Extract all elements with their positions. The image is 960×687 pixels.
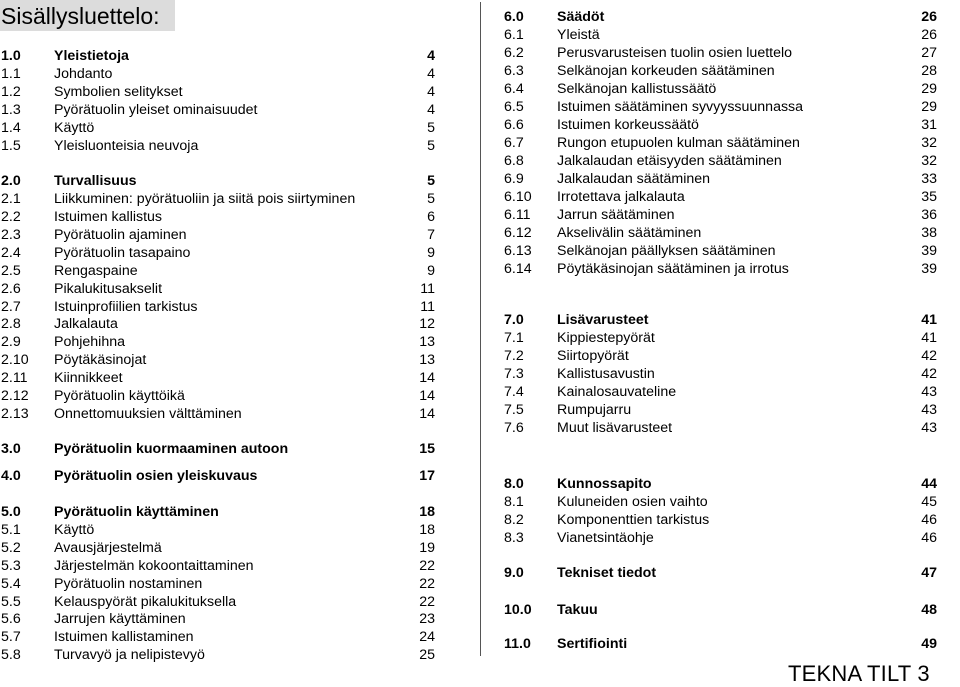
toc-entry-number: 8.0 [504,476,524,492]
toc-entry-title: Perusvarusteisen tuolin osien luettelo [557,45,793,61]
toc-section-heading [504,8,937,26]
toc-entry [504,242,937,260]
toc-entry [1,262,435,280]
toc-entry-page: 22 [419,576,435,592]
toc-entry-number: 8.3 [504,530,524,546]
column-divider [480,2,481,656]
toc-entry [1,298,435,316]
toc-entry-number: 2.9 [1,334,21,350]
toc-entry-number: 2.7 [1,299,21,315]
toc-entry-number: 1.4 [1,120,21,136]
toc-entry-title: Pyörätuolin ajaminen [54,227,187,243]
toc-section-heading [504,601,937,619]
toc-entry-number: 2.11 [1,370,28,386]
toc-entry-page: 46 [921,512,937,528]
toc-entry-number: 6.11 [504,207,531,223]
toc-entry [1,208,435,226]
toc-entry-page: 22 [419,558,435,574]
toc-section-heading [1,47,435,65]
toc-entry [504,98,937,116]
toc-entry-page: 26 [921,27,937,43]
toc-section-heading [1,467,435,485]
toc-entry-title: Vianetsintäohje [557,530,654,546]
toc-entry-page: 42 [921,348,937,364]
toc-entry [504,365,937,383]
toc-entry-page: 19 [419,540,435,556]
toc-entry-title: Istuinprofiilien tarkistus [54,299,198,315]
toc-entry-title: Pöytäkäsinojan säätäminen ja irrotus [557,261,789,277]
toc-entry-title: Takuu [557,602,598,618]
toc-entry [1,593,435,611]
toc-entry-number: 11.0 [504,636,531,652]
toc-entry-page: 45 [921,494,937,510]
toc-entry [504,116,937,134]
toc-entry-number: 6.14 [504,261,532,277]
toc-entry [1,244,435,262]
toc-entry-number: 5.5 [1,594,21,610]
toc-entry-page: 39 [921,261,937,277]
toc-entry-page: 41 [921,330,937,346]
toc-entry-number: 1.0 [1,48,21,64]
toc-entry-page: 39 [921,243,937,259]
toc-entry-number: 6.3 [504,63,524,79]
toc-entry-number: 6.1 [504,27,524,43]
toc-entry-title: Istuimen kallistaminen [54,629,194,645]
toc-entry-title: Kiinnikkeet [54,370,123,386]
toc-entry-number: 7.0 [504,312,524,328]
toc-entry-title: Selkänojan päällyksen säätäminen [557,243,776,259]
toc-entry-number: 2.10 [1,352,29,368]
toc-entry-title: Pyörätuolin tasapaino [54,245,191,261]
toc-entry-page: 27 [921,45,937,61]
toc-entry-number: 2.13 [1,406,29,422]
toc-entry-page: 43 [921,420,937,436]
toc-entry-number: 8.1 [504,494,524,510]
toc-entry-title: Kunnossapito [557,476,652,492]
toc-entry-title: Pyörätuolin kuormaaminen autoon [54,441,289,457]
toc-entry-page: 9 [427,245,435,261]
toc-entry-title: Kuluneiden osien vaihto [557,494,708,510]
toc-entry-page: 13 [419,334,435,350]
toc-entry-title: Kallistusavustin [557,366,655,382]
toc-entry [504,206,937,224]
toc-entry-page: 33 [921,171,937,187]
toc-entry-page: 36 [921,207,937,223]
toc-entry-title: Johdanto [54,66,113,82]
toc-entry-page: 44 [921,476,937,492]
toc-entry-number: 5.0 [1,504,21,520]
toc-section-heading [1,172,435,190]
toc-entry-number: 6.7 [504,135,524,151]
toc-entry-page: 42 [921,366,937,382]
toc-entry-number: 6.5 [504,99,524,115]
toc-entry-title: Liikkuminen: pyörätuoliin ja siitä pois siirtyminen [54,191,356,207]
toc-entry-page: 24 [419,629,435,645]
toc-entry-number: 8.2 [504,512,524,528]
toc-entry-number: 2.5 [1,263,21,279]
footer-label: TEKNA TILT 3 [788,661,930,686]
toc-entry-page: 25 [419,647,435,663]
toc-entry-title: Pyörätuolin yleiset ominaisuudet [54,102,258,118]
toc-entry-page: 5 [427,173,435,189]
toc-entry [1,387,435,405]
toc-entry [1,521,435,539]
toc-entry-number: 9.0 [504,565,524,581]
toc-entry-number: 7.3 [504,366,524,382]
toc-entry-title: Rengaspaine [54,263,138,279]
toc-entry-page: 14 [419,370,435,386]
toc-entry-number: 7.5 [504,402,524,418]
toc-entry [1,405,435,423]
toc-entry [1,351,435,369]
toc-entry-title: Turvallisuus [54,173,137,189]
toc-entry-number: 6.2 [504,45,524,61]
toc-entry [1,83,435,101]
toc-entry-title: Rumpujarru [557,402,632,418]
toc-entry [504,134,937,152]
toc-entry-number: 7.1 [504,330,524,346]
toc-entry-title: Pyörätuolin osien yleiskuvaus [54,468,258,484]
toc-entry-page: 5 [427,191,435,207]
toc-entry-title: Jarrun säätäminen [557,207,675,223]
toc-entry [1,226,435,244]
toc-section-heading [1,503,435,521]
toc-entry-title: Pikalukitusakselit [54,281,163,297]
toc-entry [1,369,435,387]
toc-entry-title: Pyörätuolin käyttäminen [54,504,219,520]
toc-entry-title: Käyttö [54,120,95,136]
toc-entry-number: 6.4 [504,81,524,97]
toc-entry-page: 15 [419,441,435,457]
toc-entry [504,62,937,80]
toc-entry-page: 32 [921,153,937,169]
toc-entry [504,152,937,170]
toc-entry-number: 5.8 [1,647,21,663]
toc-section-heading [504,311,937,329]
toc-entry [1,610,435,628]
toc-entry [504,383,937,401]
toc-entry-title: Jalkalaudan säätäminen [557,171,711,187]
toc-entry [1,280,435,298]
toc-entry [504,80,937,98]
toc-entry-number: 7.6 [504,420,524,436]
toc-entry-number: 6.12 [504,225,532,241]
toc-entry [504,329,937,347]
toc-entry-page: 4 [427,66,435,82]
toc-entry-number: 5.1 [1,522,21,538]
toc-entry-page: 47 [921,565,937,581]
toc-entry [504,493,937,511]
toc-entry [1,190,435,208]
toc-entry [504,419,937,437]
toc-entry-number: 2.12 [1,388,29,404]
toc-entry-title: Rungon etupuolen kulman säätäminen [557,135,800,151]
toc-entry-title: Selkänojan korkeuden säätäminen [557,63,775,79]
toc-entry-page: 23 [419,611,435,627]
toc-entry [504,44,937,62]
toc-entry-page: 9 [427,263,435,279]
toc-entry-number: 7.4 [504,384,524,400]
toc-entry-title: Istuimen kallistus [54,209,163,225]
toc-entry-title: Käyttö [54,522,95,538]
toc-section-heading [504,475,937,493]
toc-entry [1,628,435,646]
toc-entry-title: Yleistietoja [54,48,129,64]
toc-entry-number: 7.2 [504,348,524,364]
toc-entry-title: Istuimen korkeussäätö [557,117,699,133]
toc-entry [504,260,937,278]
toc-entry-page: 18 [419,504,435,520]
toc-entry-number: 2.6 [1,281,21,297]
toc-entry-number: 2.2 [1,209,21,225]
toc-section-heading [504,635,937,653]
toc-entry-page: 31 [921,117,937,133]
toc-entry [1,101,435,119]
toc-entry [1,575,435,593]
toc-entry-page: 48 [921,602,937,618]
toc-entry-title: Pyörätuolin käyttöikä [54,388,185,404]
toc-entry-number: 5.6 [1,611,21,627]
toc-entry-page: 11 [420,299,435,315]
toc-entry [504,401,937,419]
toc-entry-number: 3.0 [1,441,21,457]
toc-section-heading [504,564,937,582]
toc-entry [504,26,937,44]
toc-entry-title: Symbolien selitykset [54,84,183,100]
toc-entry-number: 1.1 [1,66,21,82]
toc-entry-title: Akselivälin säätäminen [557,225,702,241]
page-title: Sisällysluettelo: [0,0,175,31]
toc-entry [504,224,937,242]
toc-entry-page: 35 [921,189,937,205]
toc-entry-title: Selkänojan kallistussäätö [557,81,717,97]
toc-entry-title: Kelauspyörät pikalukituksella [54,594,237,610]
toc-entry-number: 6.6 [504,117,524,133]
toc-entry-title: Pyörätuolin nostaminen [54,576,203,592]
toc-entry-title: Avausjärjestelmä [54,540,162,556]
toc-entry-number: 5.3 [1,558,21,574]
toc-entry [1,557,435,575]
toc-entry-number: 1.5 [1,138,21,154]
toc-entry-title: Irrotettava jalkalauta [557,189,685,205]
toc-entry-title: Jalkalaudan etäisyyden säätäminen [557,153,782,169]
toc-entry-number: 4.0 [1,468,21,484]
toc-entry-title: Yleistä [557,27,600,43]
toc-entry-number: 5.4 [1,576,21,592]
toc-entry-page: 4 [427,48,435,64]
toc-entry-title: Turvavyö ja nelipistevyö [54,647,205,663]
toc-entry-page: 32 [921,135,937,151]
toc-entry [504,511,937,529]
toc-entry [1,137,435,155]
toc-entry-number: 2.3 [1,227,21,243]
toc-entry-page: 46 [921,530,937,546]
toc-entry-page: 4 [427,102,435,118]
toc-entry-title: Yleisluonteisia neuvoja [54,138,199,154]
toc-entry-title: Järjestelmän kokoontaittaminen [54,558,254,574]
toc-entry-page: 13 [419,352,435,368]
toc-entry [504,347,937,365]
toc-entry-number: 2.0 [1,173,21,189]
toc-entry-number: 1.3 [1,102,21,118]
toc-entry-title: Kainalosauvateline [557,384,677,400]
toc-entry-page: 43 [921,402,937,418]
toc-entry-title: Lisävarusteet [557,312,649,328]
toc-entry-page: 6 [427,209,435,225]
toc-entry-title: Muut lisävarusteet [557,420,673,436]
toc-entry-page: 4 [427,84,435,100]
toc-entry-page: 43 [921,384,937,400]
toc-entry [1,315,435,333]
toc-entry-page: 29 [921,81,937,97]
toc-entry [1,65,435,83]
toc-entry-number: 1.2 [1,84,21,100]
toc-entry-page: 18 [419,522,435,538]
toc-entry-page: 41 [921,312,937,328]
toc-entry [1,119,435,137]
toc-entry [504,170,937,188]
toc-entry-page: 28 [921,63,937,79]
toc-entry-number: 5.2 [1,540,21,556]
toc-entry-title: Pohjehihna [54,334,125,350]
toc-entry-number: 10.0 [504,602,532,618]
toc-entry [504,529,937,547]
toc-entry [1,646,435,664]
toc-entry-page: 38 [921,225,937,241]
toc-entry-title: Jalkalauta [54,316,118,332]
toc-entry-title: Sertifiointi [557,636,628,652]
toc-entry-number: 6.8 [504,153,524,169]
toc-entry-title: Säädöt [557,9,605,25]
toc-entry-number: 2.4 [1,245,21,261]
toc-entry-page: 5 [427,120,435,136]
toc-entry-page: 12 [419,316,435,332]
toc-entry-title: Tekniset tiedot [557,565,657,581]
toc-entry-number: 2.1 [1,191,21,207]
toc-entry-title: Pöytäkäsinojat [54,352,147,368]
toc-entry-page: 49 [921,636,937,652]
toc-entry-title: Siirtopyörät [557,348,629,364]
toc-entry-number: 6.9 [504,171,524,187]
toc-entry-page: 26 [921,9,937,25]
toc-entry-title: Istuimen säätäminen syvyyssuunnassa [557,99,804,115]
toc-entry-number: 5.7 [1,629,21,645]
toc-entry-page: 14 [419,388,435,404]
toc-entry [1,333,435,351]
toc-entry-page: 11 [420,281,435,297]
toc-entry [504,188,937,206]
toc-entry-number: 6.0 [504,9,524,25]
toc-entry-page: 29 [921,99,937,115]
toc-entry-title: Jarrujen käyttäminen [54,611,186,627]
toc-entry-page: 7 [427,227,435,243]
toc-entry-title: Onnettomuuksien välttäminen [54,406,242,422]
toc-entry-page: 17 [419,468,435,484]
toc-entry [1,539,435,557]
toc-entry-page: 22 [419,594,435,610]
toc-entry-page: 14 [419,406,435,422]
toc-section-heading [1,440,435,458]
toc-entry-title: Komponenttien tarkistus [557,512,710,528]
toc-entry-title: Kippiestepyörät [557,330,655,346]
toc-entry-number: 6.10 [504,189,532,205]
toc-entry-number: 6.13 [504,243,532,259]
toc-entry-number: 2.8 [1,316,21,332]
toc-entry-page: 5 [427,138,435,154]
